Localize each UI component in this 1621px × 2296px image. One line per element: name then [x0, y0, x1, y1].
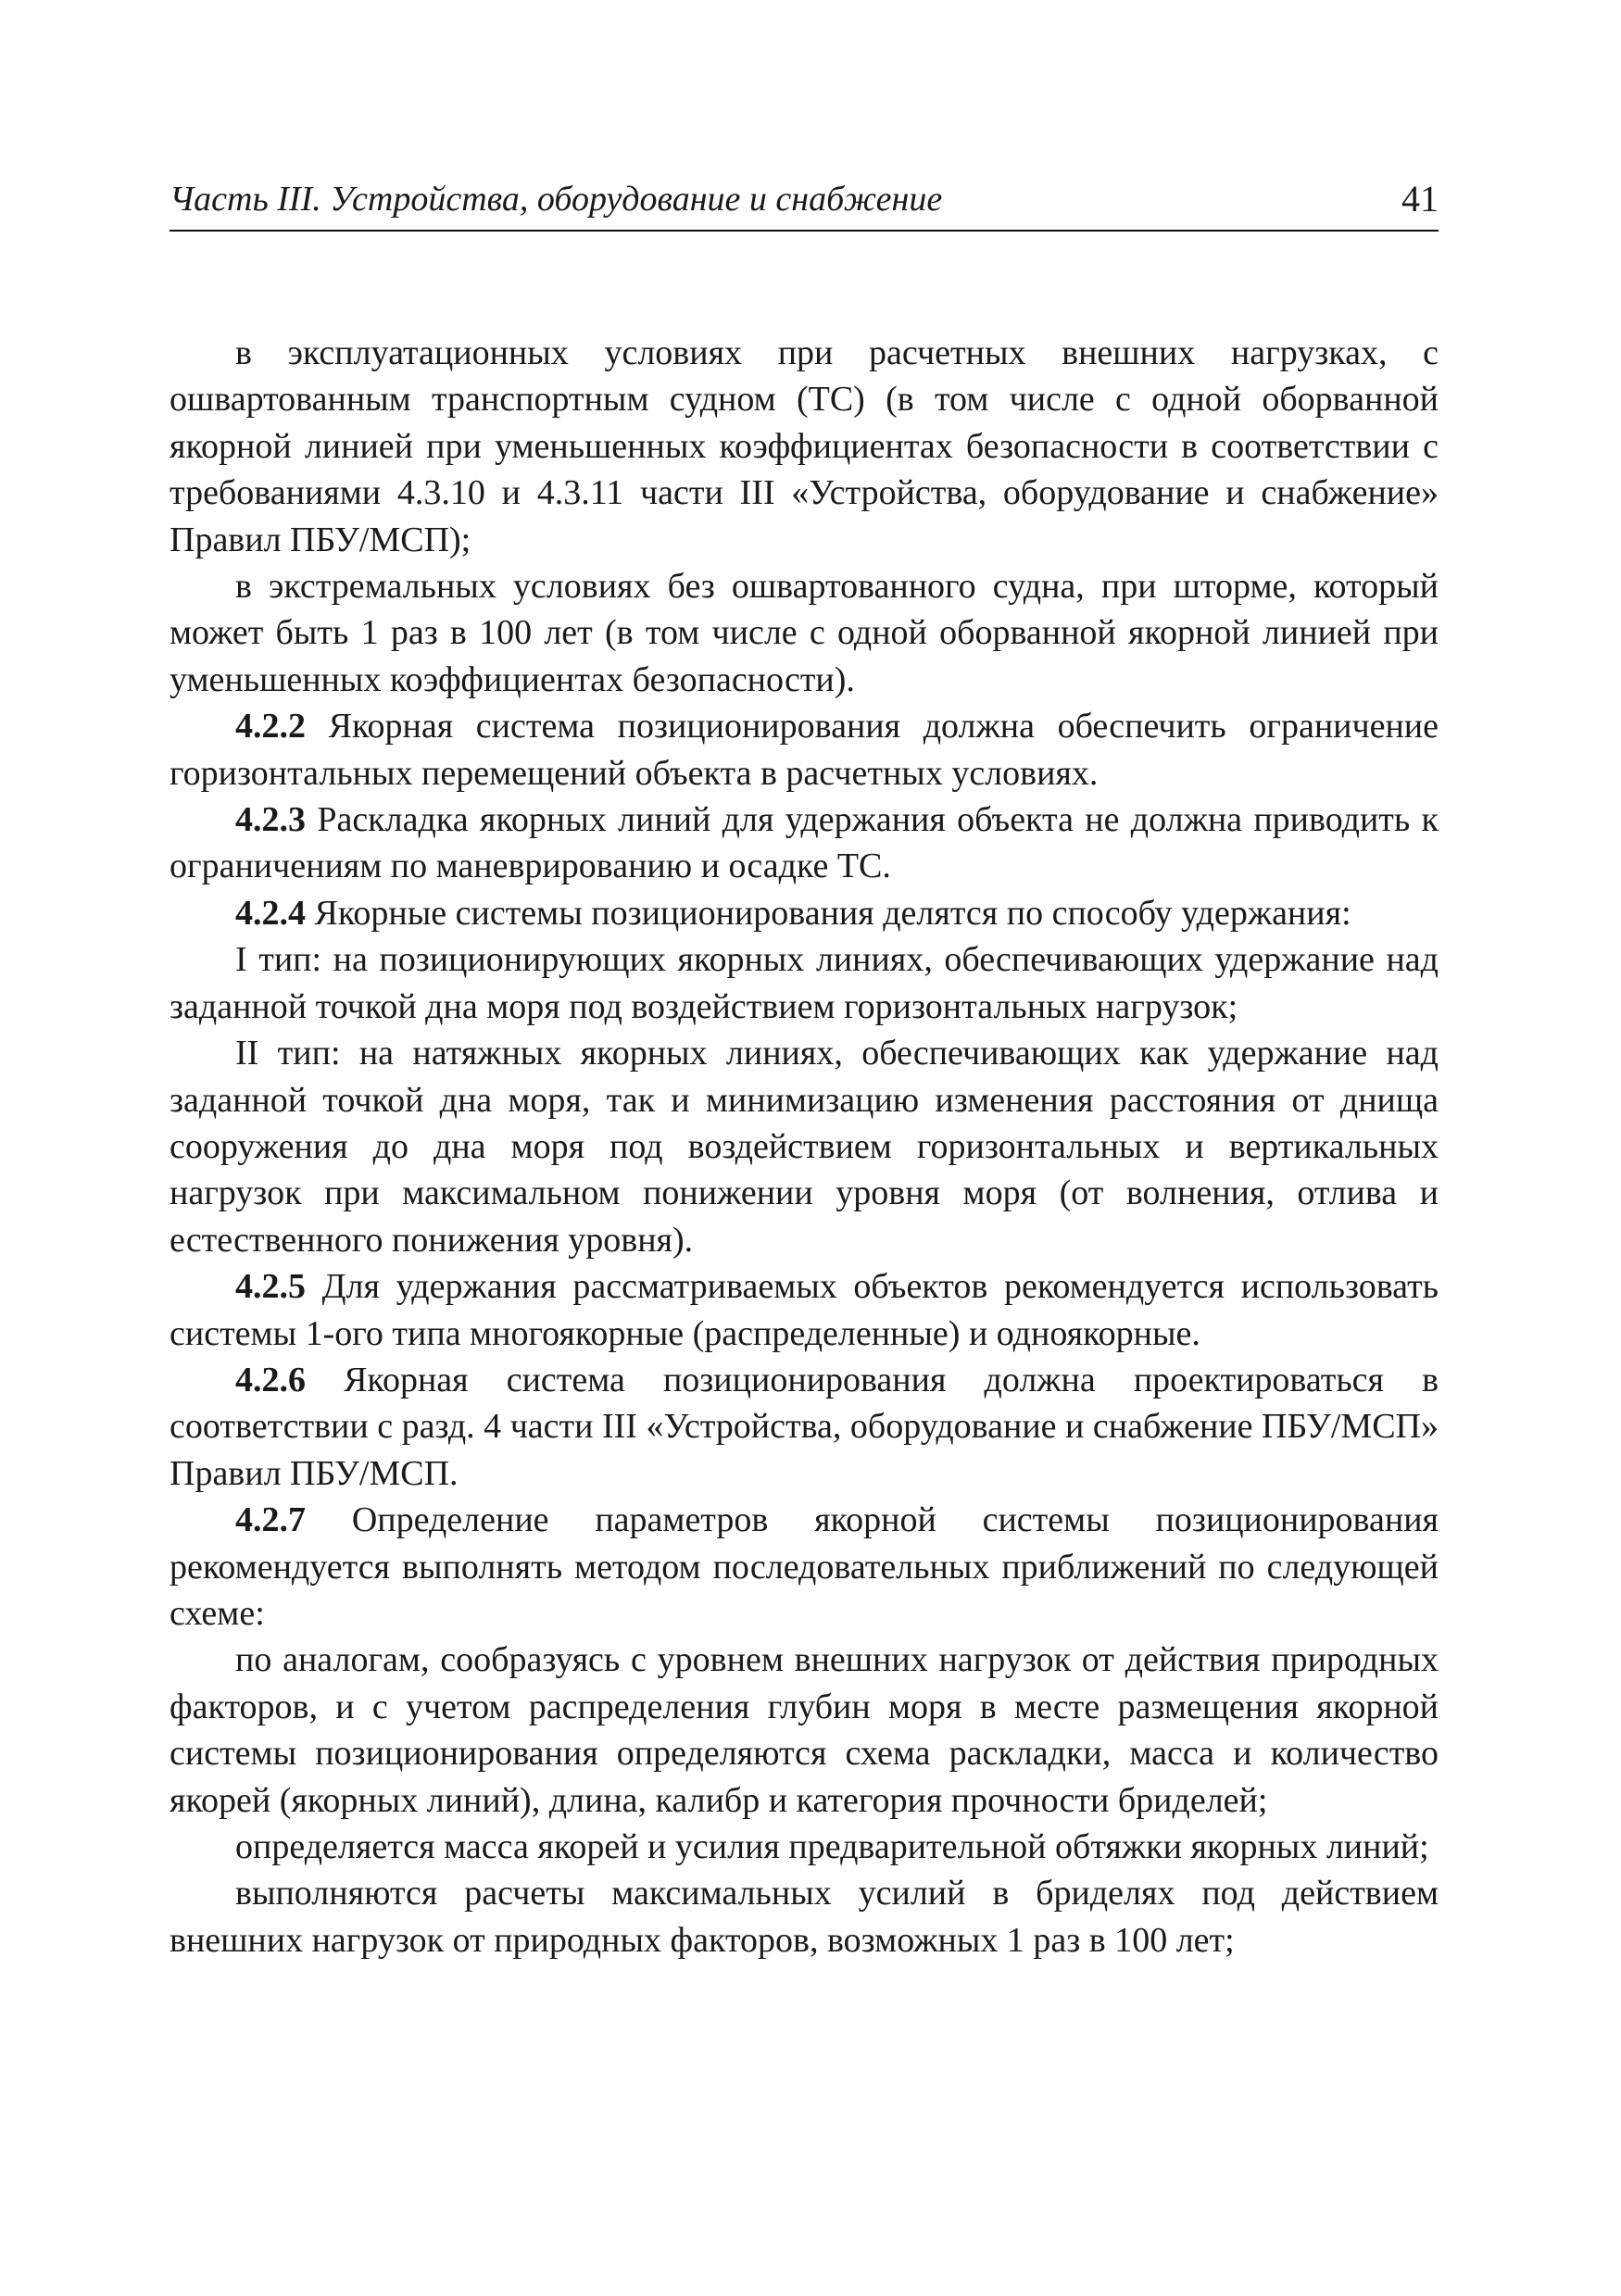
paragraph-text: определяется масса якорей и усилия предварительной обтяжки якорных линий;: [235, 1827, 1429, 1866]
paragraph: [170, 1870, 1439, 1964]
paragraph: [170, 1357, 1439, 1497]
clause-number: 4.2.6: [235, 1360, 306, 1399]
paragraph-text: Раскладка якорных линий для удержания объекта не должна приводить к ограничениям по маневрированию и осадке ТС.: [170, 800, 1439, 886]
paragraph: [170, 563, 1439, 703]
paragraph-text: Для удержания рассматриваемых объектов рекомендуется использовать системы 1-ого типа многоякорные (распределенные) и одноякорные.: [170, 1267, 1439, 1353]
paragraph-text: Якорные системы позиционирования делятся по способу удержания:: [314, 893, 1351, 933]
paragraph: [170, 1637, 1439, 1824]
clause-number: 4.2.5: [235, 1267, 306, 1307]
paragraph-text: выполняются расчеты максимальных усилий в бриделях под действием внешних нагрузок от природных факторов, возможных 1 раз в 100 лет;: [170, 1874, 1439, 1960]
paragraph-text: Якорная система позиционирования должна проектироваться в соответствии с разд. 4 части III «Устройства, оборудование и снабжение ПБУ/МСП» Правил ПБУ/МСП.: [170, 1360, 1439, 1493]
paragraph-text: в экстремальных условиях без ошвартованного судна, при шторме, который может быть 1 раз в 100 лет (в том числе с одной оборванной якорной линией при уменьшенных коэффициентах безопасности).: [170, 567, 1439, 699]
paragraph: [170, 936, 1439, 1030]
paragraph: [170, 703, 1439, 797]
paragraph: [170, 1263, 1439, 1357]
paragraph: [170, 1497, 1439, 1637]
paragraph: [170, 797, 1439, 890]
page-number: 41: [1401, 178, 1439, 220]
paragraph: [170, 1030, 1439, 1263]
paragraph-text: Якорная система позиционирования должна обеспечить ограничение горизонтальных перемещений объекта в расчетных условиях.: [170, 707, 1439, 793]
paragraph: [170, 1824, 1439, 1870]
clause-number: 4.2.3: [235, 800, 306, 840]
paragraph: [170, 330, 1439, 563]
body-text: [170, 330, 1439, 1964]
running-title: Часть III. Устройства, оборудование и снабжение: [170, 180, 943, 219]
paragraph-text: I тип: на позиционирующих якорных линиях, обеспечивающих удержание над заданной точкой дна моря под воздействием горизонтальных нагрузок;: [170, 940, 1439, 1026]
paragraph-text: в эксплуатационных условиях при расчетных внешних нагрузках, с ошвартованным транспортным судном (ТС) (в том числе с одной оборванной якорной линией при уменьшенных коэффициентах безопасности в соответствии с требованиями 4.3.10 и 4.3.11 части III «Устройства, оборудование и снабжение» Правил ПБУ/МСП);: [170, 333, 1439, 559]
clause-number: 4.2.4: [235, 893, 306, 933]
paragraph-text: II тип: на натяжных якорных линиях, обеспечивающих как удержание над заданной точкой дна моря, так и минимизацию изменения расстояния от днища сооружения до дна моря под воздействием горизонтальных и вертикальных нагрузок при максимальном понижении уровня моря (от волнения, отлива и естественного понижения уровня).: [170, 1034, 1439, 1260]
paragraph-text: Определение параметров якорной системы позиционирования рекомендуется выполнять методом последовательных приближений по следующей схеме:: [170, 1500, 1439, 1633]
clause-number: 4.2.7: [235, 1500, 306, 1540]
clause-number: 4.2.2: [235, 707, 306, 747]
paragraph-text: по аналогам, сообразуясь с уровнем внешних нагрузок от действия природных факторов, и с учетом распределения глубин моря в месте размещения якорной системы позиционирования определяются схема раскладки, масса и количество якорей (якорных линий), длина, калибр и категория прочности бриделей;: [170, 1640, 1439, 1820]
running-header: [170, 176, 1439, 232]
paragraph: [170, 890, 1439, 936]
